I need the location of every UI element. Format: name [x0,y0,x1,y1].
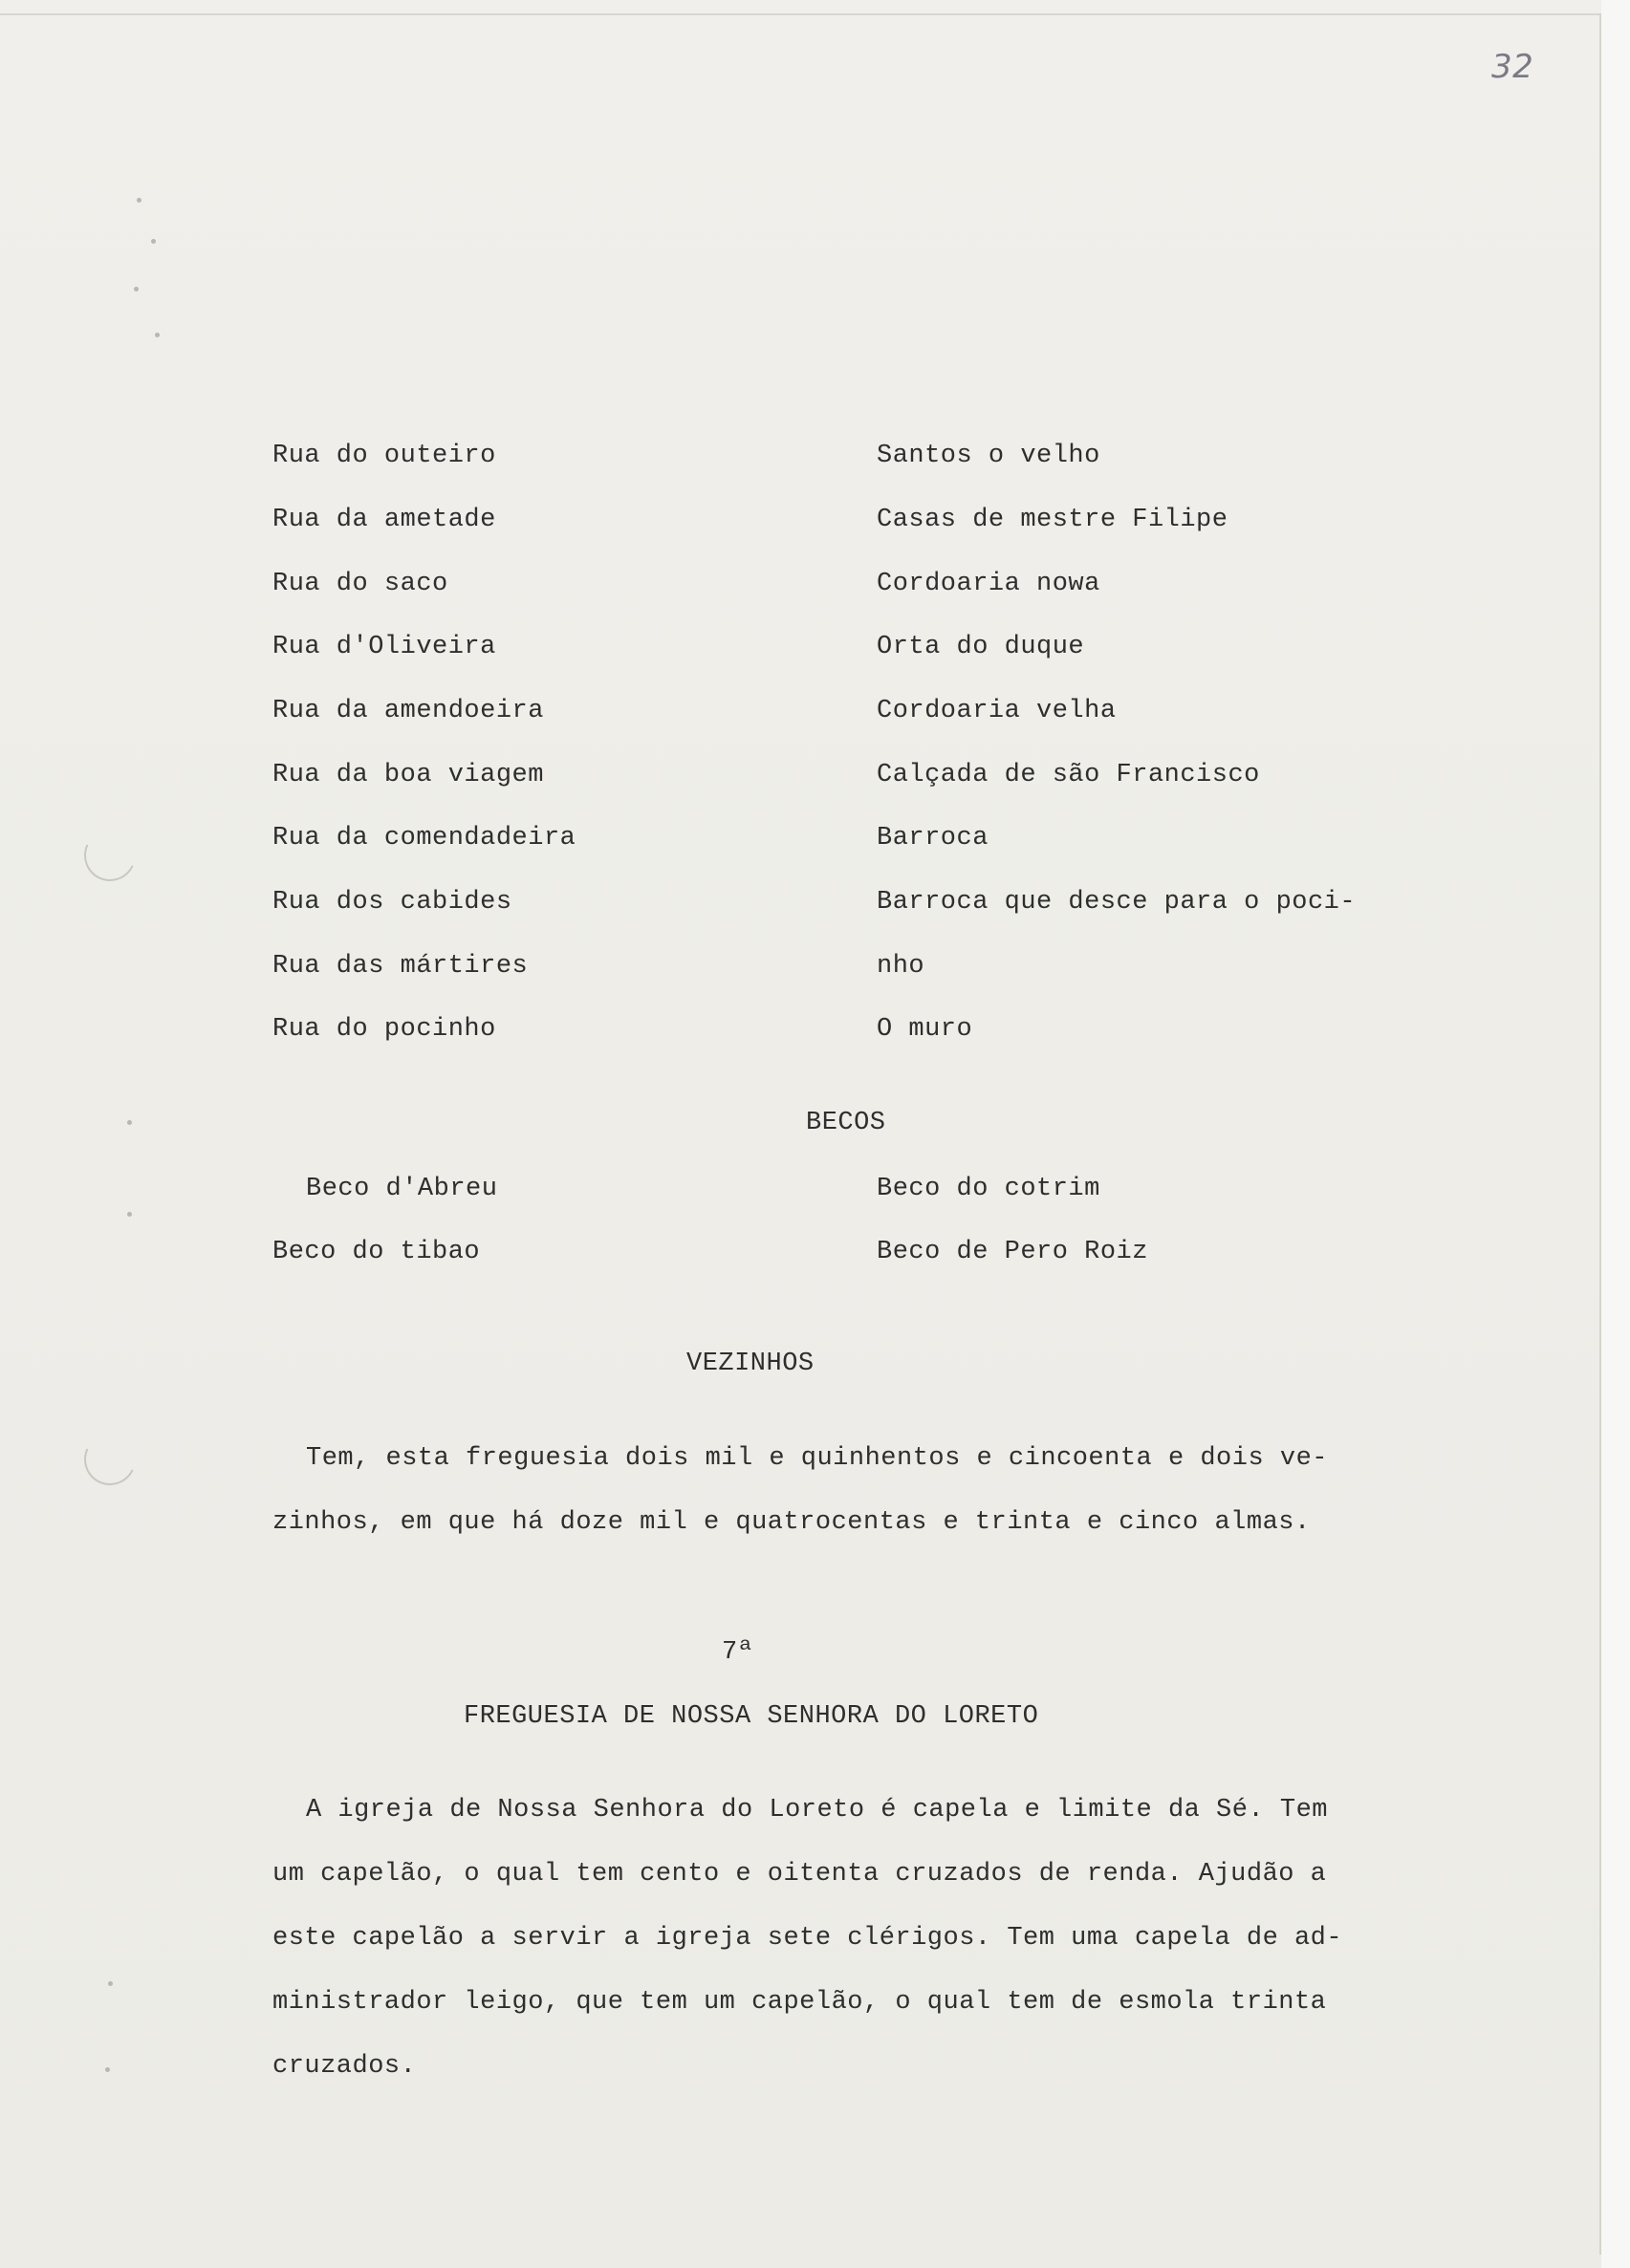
street-left: Rua d'Oliveira [272,633,496,661]
street-right: Barroca que desce para o poci- [877,888,1357,917]
vezinhos-line: Tem, esta freguesia dois mil e quinhentos e cincoenta e dois ve- [306,1444,1328,1473]
punch-hole-icon [76,1426,142,1492]
speck [151,239,156,244]
vezinhos-paragraph [272,1427,1420,1555]
street-right: Barroca [877,824,989,853]
street-left: Rua da amendoeira [272,697,544,725]
street-left: Rua dos cabides [272,888,512,917]
street-right: Santos o velho [877,442,1100,470]
page-number: 32 [1491,48,1534,86]
speck [127,1212,132,1217]
punch-hole-icon [76,822,142,888]
beco-left: Beco do tibao [272,1238,481,1266]
speck [105,2067,110,2072]
speck [108,1981,113,1986]
street-right: Cordoaria nowa [877,570,1100,598]
street-left: Rua do outeiro [272,442,496,470]
street-left: Rua do pocinho [272,1015,496,1044]
vezinhos-line: zinhos, em que há doze mil e quatrocentas e trinta e cinco almas. [272,1508,1311,1537]
beco-right: Beco do cotrim [877,1175,1100,1203]
speck [137,198,141,203]
scan-margin [1601,0,1630,2268]
speck [134,287,139,292]
street-right: nho [877,952,925,981]
section-line: ministrador leigo, que tem um capelão, o qual tem de esmola trinta [272,1988,1327,2017]
street-right: Cordoaria velha [877,697,1117,725]
section-line: este capelão a servir a igreja sete clérigos. Tem uma capela de ad- [272,1924,1343,1953]
section-number: 7ª [722,1638,754,1667]
beco-left: Beco d'Abreu [306,1175,498,1203]
street-right: Orta do duque [877,633,1085,661]
section-title: FREGUESIA DE NOSSA SENHORA DO LORETO [464,1702,1039,1731]
speck [155,333,160,337]
street-left: Rua das mártires [272,952,529,981]
section-line: um capelão, o qual tem cento e oitenta cruzados de renda. Ajudão a [272,1860,1327,1889]
street-left: Rua do saco [272,570,448,598]
street-right: Calçada de são Francisco [877,761,1260,789]
street-right: Casas de mestre Filipe [877,506,1228,534]
becos-heading: BECOS [806,1109,886,1137]
section-line: A igreja de Nossa Senhora do Loreto é capela e limite da Sé. Tem [306,1796,1328,1825]
vezinhos-heading: VEZINHOS [686,1350,815,1378]
beco-right: Beco de Pero Roiz [877,1238,1148,1266]
speck [127,1120,132,1125]
section-paragraph [272,1779,1420,2099]
street-right: O muro [877,1015,973,1044]
page-edge-top [0,13,1601,15]
street-left: Rua da boa viagem [272,761,544,789]
section-line: cruzados. [272,2052,417,2081]
street-left: Rua da ametade [272,506,496,534]
street-left: Rua da comendadeira [272,824,576,853]
